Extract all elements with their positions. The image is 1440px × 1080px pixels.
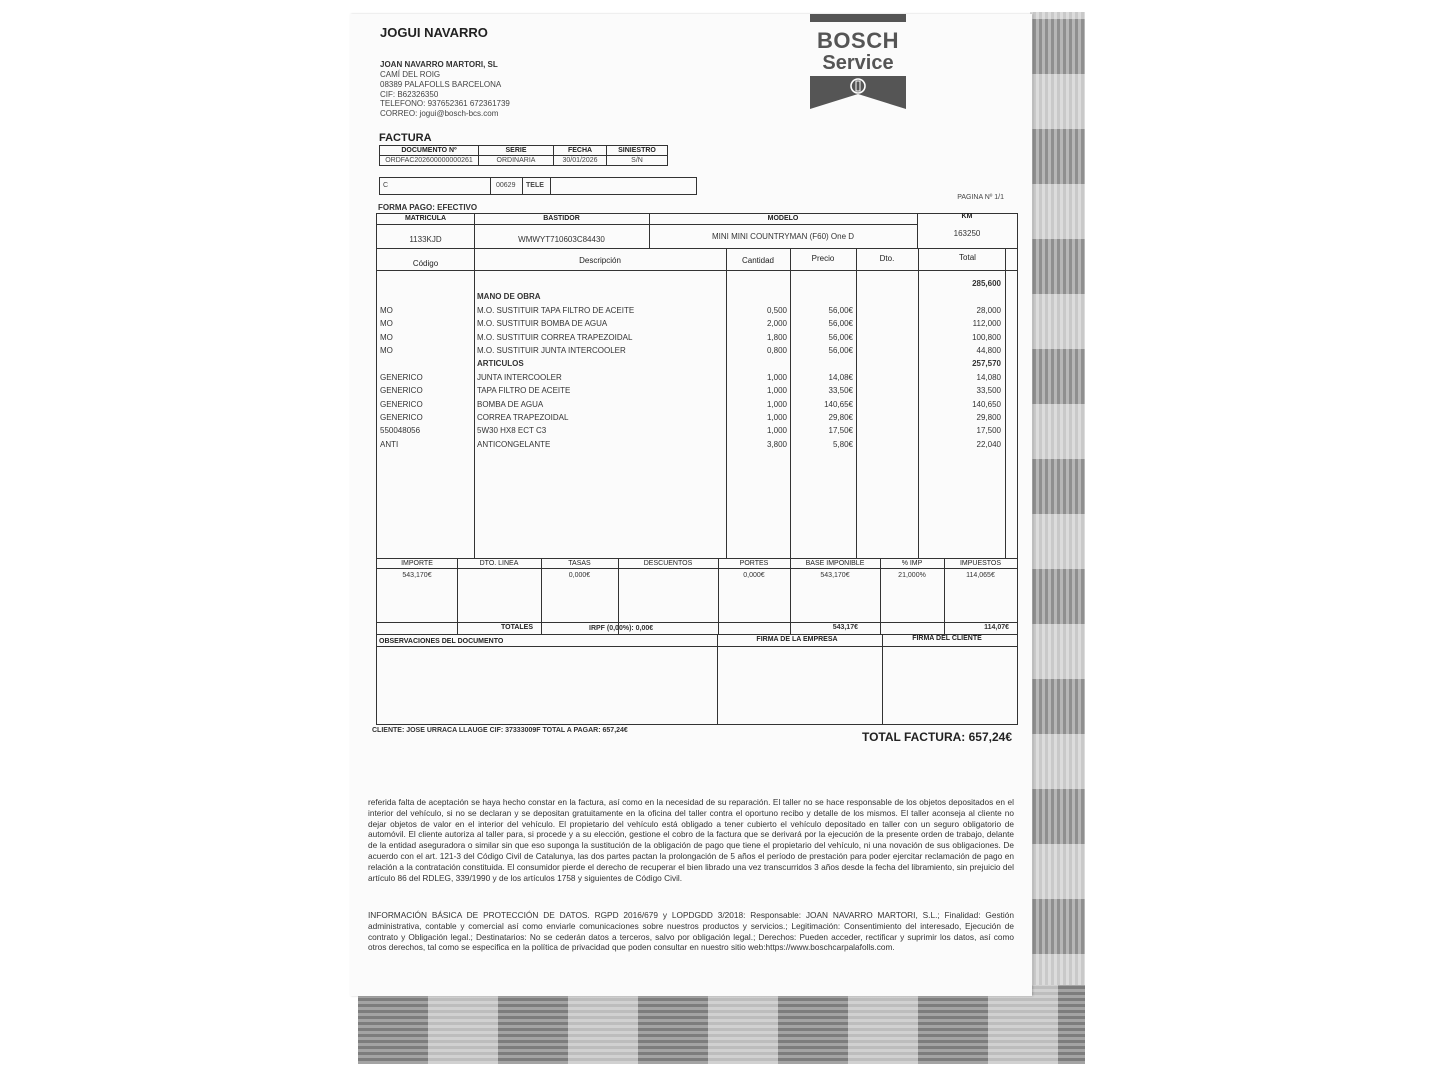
line-price: 29,80€	[828, 413, 853, 422]
bosch-service-logo: BOSCH Service	[810, 14, 906, 109]
price-col-header: Precio	[811, 254, 835, 263]
line-total: 285,600	[972, 279, 1001, 288]
line-code: GENERICO	[380, 372, 423, 382]
line-description: M.O. SUSTITUIR TAPA FILTRO DE ACEITE	[477, 305, 635, 315]
line-description: M.O. SUSTITUIR BOMBA DE AGUA	[477, 319, 608, 329]
company-address1: CAMÍ DEL ROIG	[380, 70, 441, 79]
summary-header: PORTES	[739, 560, 769, 567]
line-price: 56,00€	[828, 305, 853, 315]
summary-header: TASAS	[568, 560, 591, 567]
line-quantity: 1,000	[766, 413, 787, 422]
line-code: 550048056	[380, 426, 421, 436]
line-code: MO	[380, 319, 393, 329]
line-price: 14,08€	[828, 372, 853, 382]
invoice-title: FACTURA	[379, 132, 432, 144]
line-quantity: 1,000	[766, 372, 787, 382]
client-code: 00629	[496, 182, 516, 189]
observations-label: OBSERVACIONES DEL DOCUMENTO	[379, 638, 504, 645]
line-price: 140,65€	[824, 399, 853, 409]
series-header: SERIE	[479, 146, 554, 156]
plate-value: 1133KJD	[409, 235, 442, 244]
summary-header: BASE IMPONIBLE	[805, 560, 865, 567]
line-code: GENERICO	[380, 413, 423, 422]
line-total: 14,080	[976, 372, 1001, 382]
summary-value: 0,000€	[568, 572, 591, 579]
km-header: KM	[961, 213, 973, 220]
line-total: 257,570	[972, 359, 1001, 369]
summary-value: 21,000%	[898, 572, 926, 579]
line-quantity: 1,000	[766, 386, 787, 396]
line-description: M.O. SUSTITUIR CORREA TRAPEZOIDAL	[477, 332, 633, 342]
company-trade-name: JOGUI NAVARRO	[380, 25, 488, 40]
line-price: 17,50€	[828, 426, 853, 436]
claim-header: SINIESTRO	[607, 146, 668, 156]
line-quantity: 1,000	[766, 426, 787, 436]
tax-total-value: 114,07€	[984, 624, 1009, 631]
totals-label: TOTALES	[500, 624, 534, 631]
client-prefix: C	[383, 182, 389, 189]
line-total: 100,800	[972, 332, 1001, 342]
doc-number-header: DOCUMENTO Nº	[380, 146, 479, 156]
line-description: ARTICULOS	[477, 359, 524, 369]
total-col-header: Total	[959, 253, 976, 262]
total-invoice: TOTAL FACTURA: 657,24€	[861, 730, 1012, 744]
summary-value: 114,065€	[966, 572, 995, 579]
qty-col-header: Cantidad	[741, 256, 775, 265]
line-description: MANO DE OBRA	[477, 292, 541, 302]
invoice-lines-box	[376, 213, 1018, 725]
line-quantity: 0,500	[766, 305, 787, 315]
line-code: MO	[380, 332, 393, 342]
page-number: PAGINA Nº 1/1	[957, 194, 1004, 201]
line-total: 112,000	[972, 319, 1001, 329]
line-price: 56,00€	[828, 346, 853, 355]
client-box	[379, 177, 697, 195]
line-description: JUNTA INTERCOOLER	[477, 372, 562, 382]
chassis-value: WMWYT710603C84430	[518, 235, 605, 244]
invoice-paper	[350, 14, 1032, 996]
claim-value: S/N	[607, 156, 668, 166]
irpf-value: IRPF (0,00%): 0,00€	[589, 625, 654, 632]
legal-conditions-text: referida falta de aceptación se haya hecho constar en la factura, así como en la necesidad de su reparación. El taller no se hace responsable de los objetos depositados en el interior del vehículo, si no se declaran y se depositan gratuitamente en la oficina del taller contra el oportuno recibo y detalle de los mismos. El taller aconseja al cliente no dejar objetos de valor en el interior del vehículo. El propietario del vehículo está obligado a tener cubierto el vehículo depositado en taller con un seguro obligatorio de automóvil. El cliente autoriza al taller para, si procede y a su elección, gestione el cobro de la factura que se derivará por la ejecución de la presente orden de trabajo, delante de la entidad aseguradora o similar sin que eso suponga la sustitución de la obligación de pago que tiene el propietario del vehículo, ni una novación de sus obligaciones. De acuerdo con el art. 121-3 del Código Civil de Catalunya, las dos partes pactan la prolongación de 5 años el período de prestación para poder ejercitar reclamación de pago en relación a la contratación constituida. El consumidor pierde el derecho de recuperar el bien librado una vez transcurridos 3 años desde la fecha del libramiento, sin prejuicio del artículo 86 del RDLEG, 339/1990 y de los artículos 1758 y siguientes de Código Civil.	[368, 797, 1014, 883]
line-price: 5,80€	[832, 439, 853, 449]
company-phone: TELEFONO: 937652361 672361739	[380, 99, 510, 108]
fabric-background-bottom	[358, 985, 1085, 1064]
line-total: 44,800	[976, 346, 1001, 355]
footer-client-line: CLIENTE: JOSE URRACA LLAUGE CIF: 37333009F TOTAL A PAGAR: 657,24€	[372, 727, 628, 734]
summary-value: 543,170€	[820, 572, 850, 579]
line-price: 56,00€	[828, 332, 853, 342]
summary-header: DESCUENTOS	[643, 560, 693, 567]
summary-value: 0,000€	[743, 572, 765, 579]
company-legal-name: JOAN NAVARRO MARTORI, SL	[380, 60, 498, 69]
client-tel-label: TELE	[526, 182, 544, 189]
payment-method: FORMA PAGO: EFECTIVO	[378, 203, 478, 212]
line-code: MO	[380, 305, 393, 315]
line-code: GENERICO	[380, 386, 423, 396]
line-total: 140,650	[972, 399, 1001, 409]
line-description: TAPA FILTRO DE ACEITE	[477, 386, 571, 396]
line-description: 5W30 HX8 ECT C3	[477, 426, 547, 436]
line-code: MO	[380, 346, 393, 355]
company-cif: CIF: B62326350	[380, 90, 439, 99]
summary-value: 543,170€	[402, 572, 432, 579]
summary-header: % IMP	[901, 560, 923, 567]
line-quantity: 3,800	[766, 439, 787, 449]
line-code: GENERICO	[380, 399, 423, 409]
line-description: CORREA TRAPEZOIDAL	[477, 413, 569, 422]
summary-header: IMPUESTOS	[959, 560, 1002, 567]
line-total: 28,000	[976, 305, 1001, 315]
client-signature-label: FIRMA DEL CLIENTE	[912, 635, 982, 642]
line-total: 17,500	[976, 426, 1001, 436]
desc-col-header: Descripción	[579, 256, 621, 265]
doc-number-value: ORDFAC202600000000261	[380, 156, 479, 166]
data-protection-text: INFORMACIÓN BÁSICA DE PROTECCIÓN DE DATOS. RGPD 2016/679 y LOPDGDD 3/2018: Responsable: JOAN NAVARRO MARTORI, S.L.; Finalidad: Gestión administrativa, contable y comercial así como enviarle comunicaciones sobre nuestros productos y servicios.; Legitimación: Consentimiento del interesado, Ejecución de contrato y Obligación legal.; Destinatarios: No se cederán datos a terceros, salvo por obligación legal.; Derechos: Pueden acceder, rectificar y suprimir los datos, así como otros derechos, tal como se especifica en la política de privacidad que poden consultar en nuestro sitio web:https://www.boschcarpalafolls.com.	[368, 910, 1014, 953]
line-description: BOMBA DE AGUA	[477, 399, 544, 409]
summary-header: IMPORTE	[401, 560, 433, 567]
date-header: FECHA	[554, 146, 607, 156]
line-quantity: 0,800	[766, 346, 787, 355]
line-price: 56,00€	[828, 319, 853, 329]
code-col-header: Código	[412, 259, 439, 268]
company-email: CORREO: jogui@bosch-bcs.com	[380, 109, 499, 118]
line-price: 33,50€	[828, 386, 853, 396]
chassis-header: BASTIDOR	[543, 215, 580, 222]
fabric-background-right	[1030, 12, 1085, 1064]
line-code: ANTI	[380, 439, 399, 449]
company-signature-label: FIRMA DE LA EMPRESA	[756, 636, 838, 643]
km-value: 163250	[953, 229, 981, 238]
company-address2: 08389 PALAFOLLS BARCELONA	[380, 80, 502, 89]
series-value: ORDINARIA	[479, 156, 554, 166]
line-quantity: 2,000	[766, 319, 787, 329]
base-total-value: 543,17€	[832, 624, 858, 631]
plate-header: MATRICULA	[404, 215, 447, 222]
date-value: 30/01/2026	[554, 156, 607, 166]
line-total: 22,040	[976, 439, 1001, 449]
model-header: MODELO	[767, 215, 799, 222]
disc-col-header: Dto.	[879, 254, 895, 263]
line-description: M.O. SUSTITUIR JUNTA INTERCOOLER	[477, 346, 626, 355]
line-quantity: 1,800	[766, 332, 787, 342]
line-total: 33,500	[976, 386, 1001, 396]
line-total: 29,800	[976, 413, 1001, 422]
model-value: MINI MINI COUNTRYMAN (F60) One D	[711, 232, 855, 241]
summary-header: DTO. LINEA	[479, 560, 519, 567]
line-description: ANTICONGELANTE	[477, 439, 551, 449]
invoice-doc-table	[379, 145, 668, 166]
line-quantity: 1,000	[766, 399, 787, 409]
